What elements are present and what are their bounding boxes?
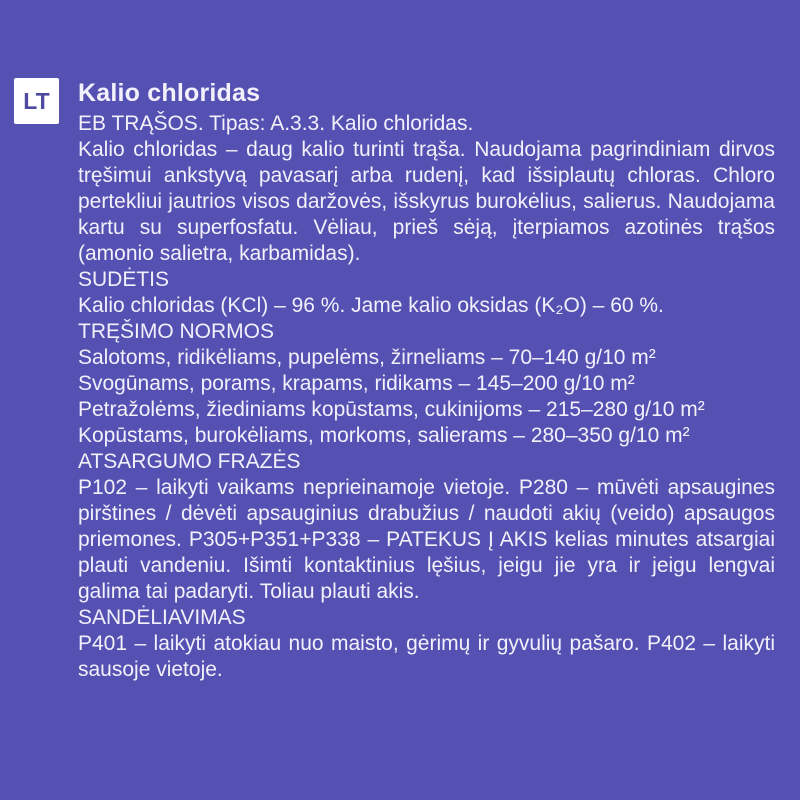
rate-line-parsley: Petražolėms, žiediniams kopūstams, cukinijoms – 215–280 g/10 m² <box>78 398 705 421</box>
language-badge <box>14 78 59 124</box>
product-type-line: EB TRĄŠOS. Tipas: A.3.3. Kalio chloridas. <box>78 112 474 135</box>
product-description: Kalio chloridas – daug kalio turinti trąša. Naudojama pagrindiniam dirvos tręšimui ankstyvą pavasarį arba rudenį, kad išsiplautų chloras. Chloro pertekliui jautrios visos daržovės, išskyrus burokėlius, salierus. Naudojama kartu su superfosfatu. Vėliau, prieš sėją, įterpiamos azotinės trąšos (amonio salietra, karbamidas). <box>78 138 775 265</box>
rates-heading: TRĘŠIMO NORMOS <box>78 320 275 343</box>
precautions-content: P102 – laikyti vaikams neprieinamoje vietoje. P280 – mūvėti apsaugines pirštines / dėvėti apsauginius drabužius / naudoti akių (veido) apsaugos priemones. P305+P351+P338 – PATEKUS Į AKIS kelias minutes atsargiai plauti vandeniu. Išimti kontaktinius lęšius, jeigu jie yra ir jeigu lengvai galima tai padaryti. Toliau plauti akis. <box>78 476 775 603</box>
rate-line-onions: Svogūnams, porams, krapams, ridikams – 145–200 g/10 m² <box>78 372 635 395</box>
composition-heading: SUDĖTIS <box>78 268 170 291</box>
label-content <box>78 78 775 683</box>
storage-heading: SANDĖLIAVIMAS <box>78 606 246 629</box>
language-badge-text: LT <box>23 87 50 114</box>
storage-content: P401 – laikyti atokiau nuo maisto, gėrimų ir gyvulių pašaro. P402 – laikyti sausoje vietoje. <box>78 632 775 681</box>
rate-line-salads: Salotoms, ridikėliams, pupelėms, žirneliams – 70–140 g/10 m² <box>78 346 656 369</box>
precautions-heading: ATSARGUMO FRAZĖS <box>78 450 301 473</box>
product-title: Kalio chloridas <box>78 79 261 107</box>
composition-content: Kalio chloridas (KCl) – 96 %. Jame kalio oksidas (K₂O) – 60 %. <box>78 294 664 317</box>
rate-line-cabbage: Kopūstams, burokėliams, morkoms, salierams – 280–350 g/10 m² <box>78 424 690 447</box>
